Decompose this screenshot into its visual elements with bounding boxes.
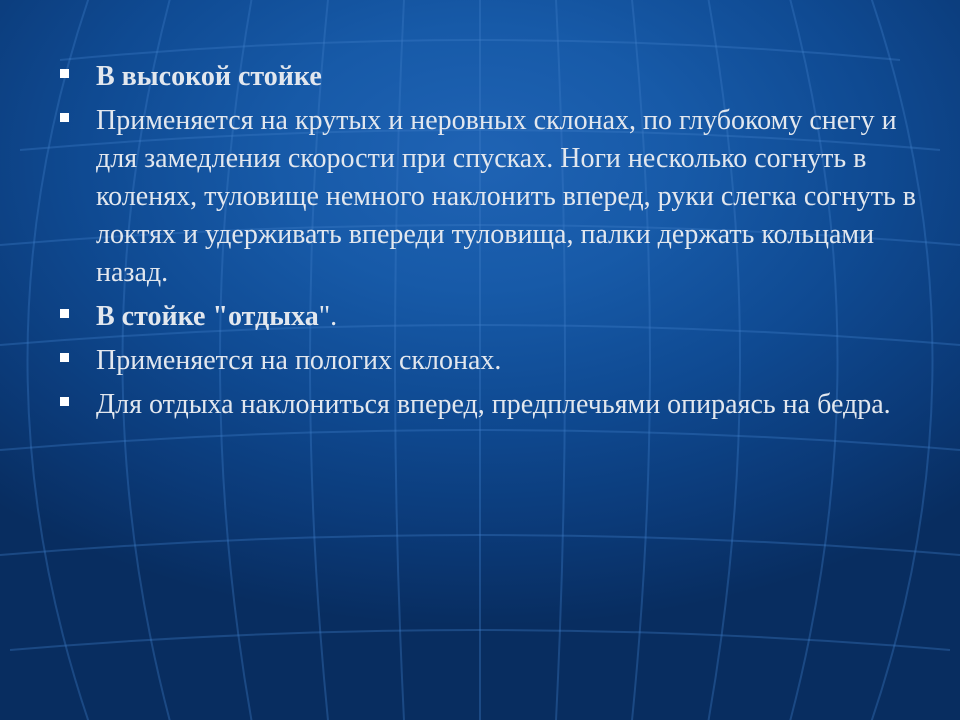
heading-high-stance: В высокой стойке: [96, 61, 322, 92]
white-square-bullet-icon: [60, 309, 69, 318]
list-item: [56, 386, 916, 424]
bullet-list: [56, 58, 916, 430]
heading-rest-stance: В стойке "отдыха: [96, 301, 319, 332]
high-stance-description: Применяется на крутых и неровных склонах, по глубокому снегу и для замедления скорости при спусках. Ноги несколько согнуть в коленях, туловище немного наклонить вперед, руки слегка согнуть в локтях и удерживать впереди туловища, палки держать кольцами назад.: [96, 105, 916, 288]
list-item: [56, 342, 916, 380]
list-item: [56, 298, 916, 336]
list-item: [56, 102, 916, 292]
white-square-bullet-icon: [60, 69, 69, 78]
white-square-bullet-icon: [60, 113, 69, 122]
white-square-bullet-icon: [60, 353, 69, 362]
white-square-bullet-icon: [60, 397, 69, 406]
heading-rest-stance-suffix: ".: [318, 301, 338, 332]
rest-stance-usage: Применяется на пологих склонах.: [96, 345, 502, 376]
rest-stance-description: Для отдыха наклониться вперед, предплечьями опираясь на бедра.: [96, 389, 891, 420]
list-item: [56, 58, 916, 96]
